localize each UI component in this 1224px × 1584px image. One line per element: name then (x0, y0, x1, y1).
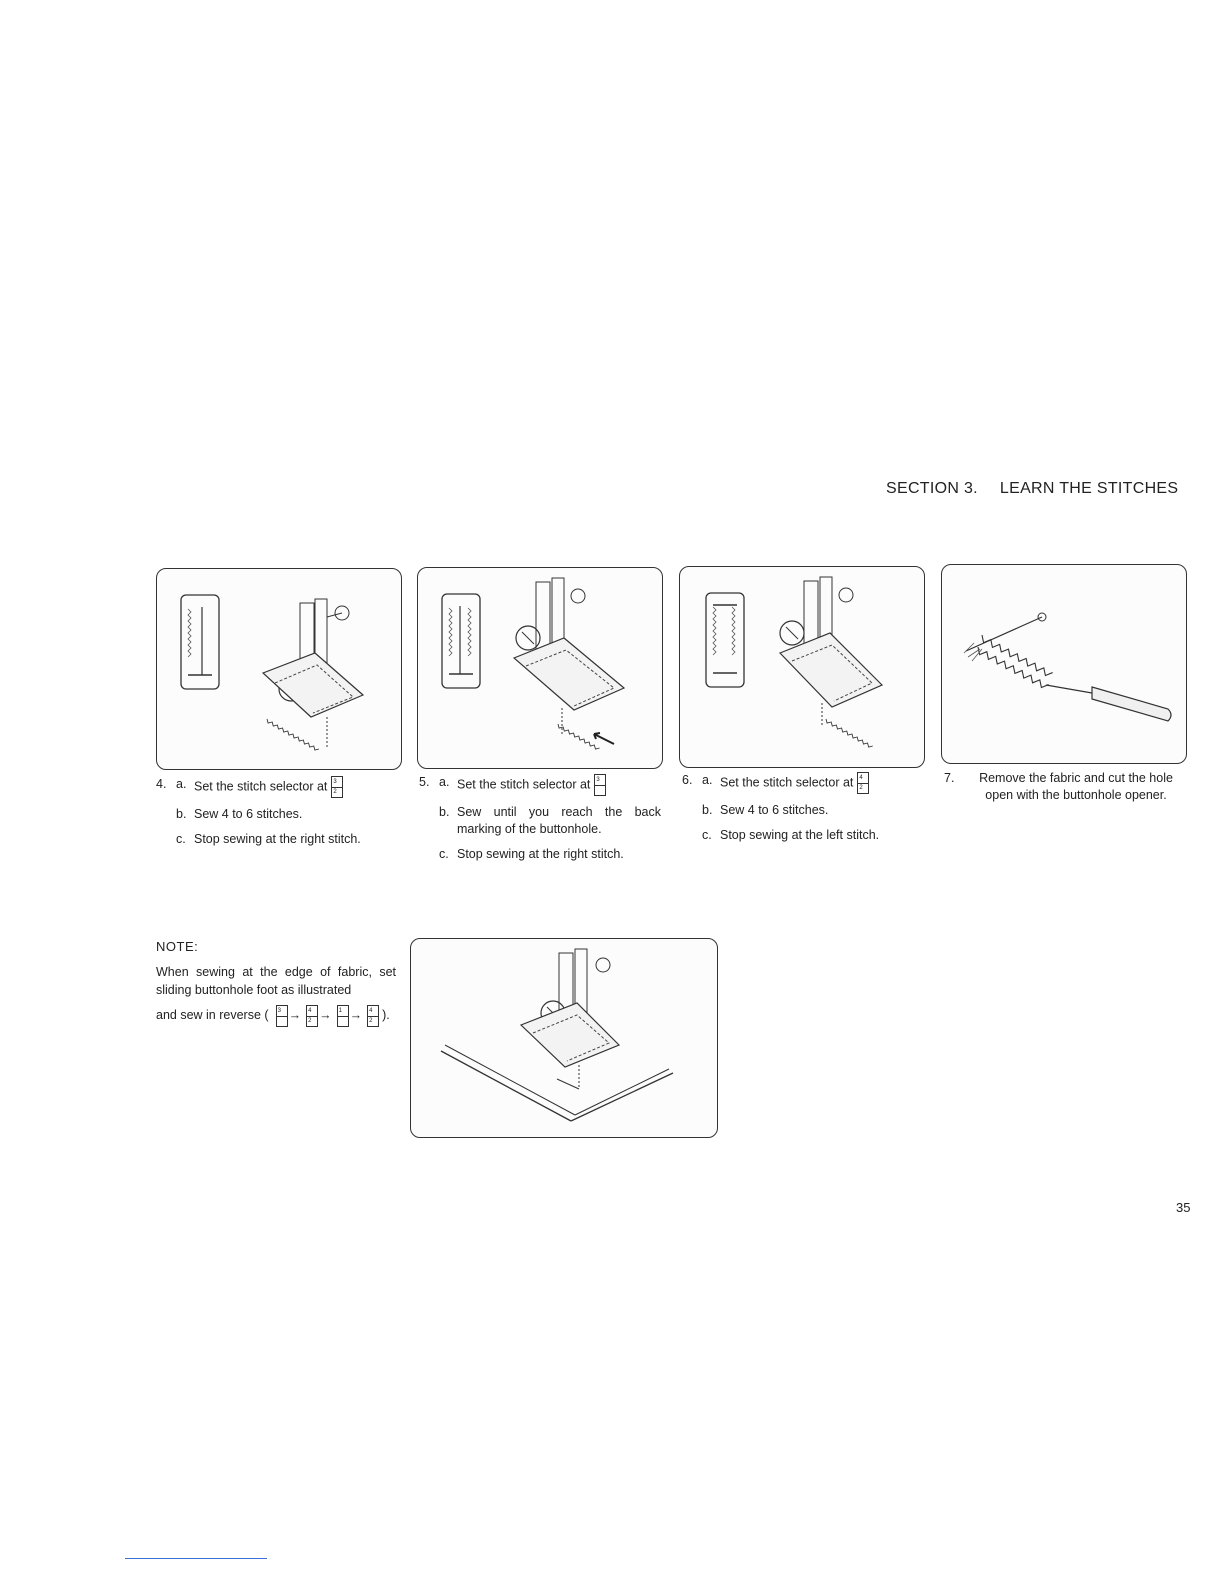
step-letter: a. (702, 773, 713, 787)
step-text: Sew 4 to 6 stitches. (720, 803, 829, 817)
step-7 (944, 770, 1188, 812)
illustration-fabric-edge (410, 938, 718, 1138)
step-text: Sew until you reach the back marking of the buttonhole. (457, 805, 661, 836)
section-label: SECTION 3. (886, 480, 978, 497)
step-5 (419, 774, 661, 871)
stitch-selector-icon: 4 2 (306, 1005, 318, 1027)
step-letter: a. (439, 775, 450, 789)
step-text: Sew 4 to 6 stitches. (194, 807, 303, 821)
note (156, 938, 396, 1027)
step-text: Stop sewing at the left stitch. (720, 827, 880, 842)
step-letter: c. (702, 827, 712, 842)
stitch-selector-icon: 3 (594, 774, 606, 796)
page-number: 35 (1176, 1200, 1191, 1215)
step-text: Stop sewing at the right stitch. (457, 846, 624, 861)
stitch-selector-icon: 4 2 (857, 772, 869, 794)
stitch-selector-icon: 3 2 (331, 776, 343, 798)
step-number: 5. (419, 775, 430, 789)
footer-divider (125, 1558, 267, 1559)
arrow-icon: → (288, 1008, 302, 1023)
arrow-icon: → (349, 1008, 363, 1023)
step-letter: c. (176, 831, 186, 846)
arrow-icon: → (319, 1008, 332, 1023)
section-header (886, 480, 1178, 498)
step-number: 7. (944, 771, 955, 785)
step-text: Set the stitch selector at (720, 775, 854, 790)
stitch-selector-icon: 1 (337, 1005, 349, 1027)
illustration-step-4 (156, 568, 402, 770)
note-title: NOTE: (156, 939, 199, 954)
stitch-selector-icon: 4 2 (367, 1005, 379, 1027)
illustration-step-5 (417, 567, 663, 769)
note-reverse-suffix: ). (382, 1008, 390, 1023)
step-number: 4. (156, 777, 167, 791)
step-letter: c. (439, 846, 449, 861)
stitch-selector-icon: 3 (276, 1005, 288, 1027)
note-reverse-prefix: and sew in reverse ( (156, 1008, 269, 1023)
section-title: LEARN THE STITCHES (999, 480, 1179, 497)
step-number: 6. (682, 773, 693, 787)
step-text: Set the stitch selector at (194, 779, 328, 794)
selector-sequence (272, 1005, 380, 1027)
note-text: When sewing at the edge of fabric, set sliding buttonhole foot as illustrated (156, 965, 396, 997)
step-text: Stop sewing at the right stitch. (194, 831, 361, 846)
step-text: Remove the fabric and cut the hole open with the buttonhole opener. (979, 771, 1173, 802)
illustration-step-7 (941, 564, 1187, 764)
step-letter: b. (439, 805, 450, 819)
step-letter: b. (176, 807, 187, 821)
step-4 (156, 776, 396, 856)
step-letter: b. (702, 803, 713, 817)
step-6 (682, 772, 922, 852)
step-letter: a. (176, 777, 187, 791)
illustration-step-6 (679, 566, 925, 768)
step-text: Set the stitch selector at (457, 777, 591, 792)
